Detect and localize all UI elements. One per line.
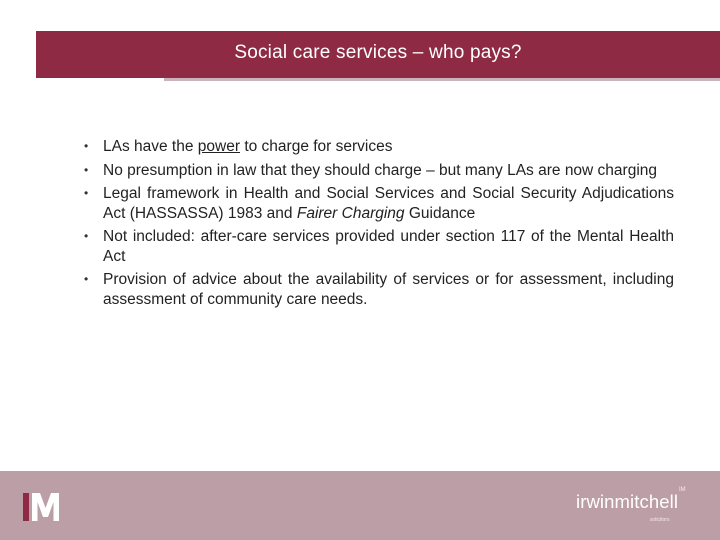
im-monogram-logo [23,493,68,521]
bullet-text: No presumption in law that they should charge – but many LAs are now charging [103,161,658,179]
bullet-marker: • [84,139,89,153]
bullet-item [84,270,674,309]
bullet-text: Not included: after-care services provided under section 117 of the Mental Health Act [103,228,674,265]
bullet-item [84,184,674,223]
brand-mark: IM [679,487,686,493]
brand-name: irwinmitchell [576,491,679,512]
bullet-marker: • [84,229,89,243]
title-underline [164,78,720,81]
brand-logo [576,487,686,523]
bullet-text-part: LAs have the [103,138,198,155]
bullet-marker: • [84,272,89,286]
bullet-text-part: to charge for services [240,138,393,155]
italic-phrase: Fairer Charging [296,204,405,222]
bullet-text-part: Legal framework in Health and Social Services and Social Security Adjudications Act (HASSASSA) 1983 and [103,185,674,222]
slide-body [84,137,674,313]
bullet-text: Provision of advice about the availability of services or for assessment, including assessment of community care needs. [103,271,674,308]
underlined-word: power [197,138,241,155]
brand-subtitle: solicitors [650,517,670,523]
footer-bar [0,471,720,540]
bullet-item [84,161,674,181]
bullet-marker: • [84,186,89,200]
title-bar [36,31,720,78]
bullet-marker: • [84,162,89,177]
slide-title: Social care services – who pays? [234,42,522,63]
bullet-item [84,227,674,266]
bullet-text-part: Guidance [404,204,476,222]
bullet-item [84,137,674,157]
bullet-list [84,137,674,309]
